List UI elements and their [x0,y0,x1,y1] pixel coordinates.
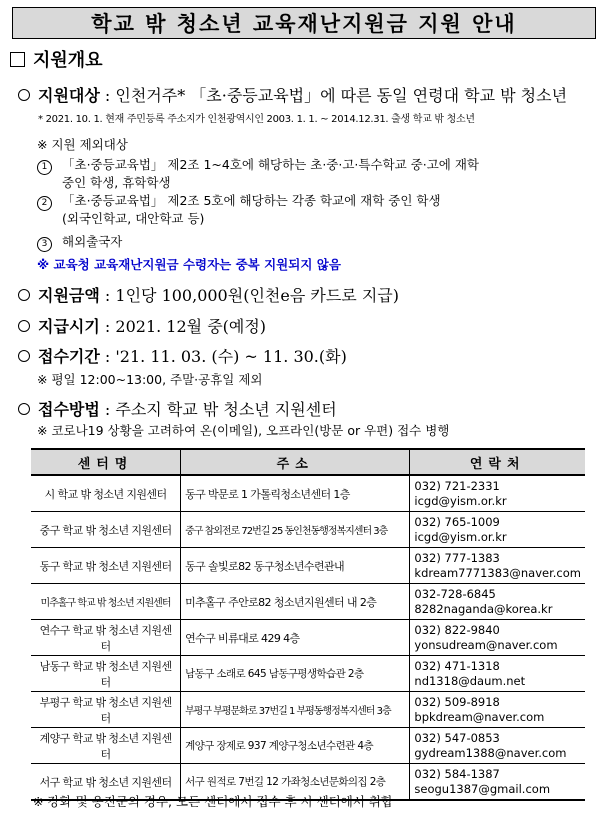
center-contact [410,584,585,620]
exclusion-item [37,232,122,252]
target-label: 지원대상 [38,86,100,105]
method-note: ※ 코로나19 상황을 고려하여 온(이메일), 오프라인(방문 or 우편) 접수 병행 [37,423,450,438]
center-name: 시 학교 밖 청소년 지원센터 [31,475,181,512]
center-contact [410,728,585,764]
center-address: 중구 참외전로 72번길 25 동인천동행정복지센터 3층 [181,512,410,548]
method-text: : 주소지 학교 밖 청소년 지원센터 [104,400,337,419]
section-title: 지원개요 [33,50,103,71]
period-text: : '21. 11. 03. (수) ~ 11. 30.(화) [104,347,347,366]
center-address: 동구 박문로 1 가톨릭청소년센터 1층 [181,475,410,512]
table-header-row [31,449,585,475]
circle-bullet-icon [18,89,30,101]
center-address: 남동구 소래로 645 남동구평생학습관 2층 [181,656,410,692]
circle-bullet-icon [18,320,30,332]
center-name: 남동구 학교 밖 청소년 지원센터 [31,656,181,692]
center-phone: 032) 509-8918 [414,694,500,709]
table-row [31,728,585,764]
center-phone: 032) 777-1383 [414,550,500,565]
table-row [31,656,585,692]
center-email[interactable]: 8282naganda@korea.kr [414,601,553,616]
timing-text: : 2021. 12월 중(예정) [104,317,267,336]
table-row [31,512,585,548]
table-row [31,692,585,728]
table-row [31,620,585,656]
number-3-icon: 3 [37,237,52,252]
center-phone: 032) 471-1318 [414,658,500,673]
square-bullet-icon [10,52,25,67]
column-header-address: 주소 [181,449,410,475]
exclusion-text: 「초·중등교육법」 제2조 5호에 해당하는 각종 학교에 재학 중인 학생 [62,193,441,208]
timing-item [18,314,266,337]
amount-item [18,283,399,306]
circle-bullet-icon [18,289,30,301]
method-label: 접수방법 [38,400,100,419]
exclusion-item [37,155,479,175]
center-email[interactable]: seogu1387@gmail.com [414,781,551,796]
exclusion-title: ※ 지원 제외대상 [37,137,128,152]
center-contact [410,512,585,548]
number-2-icon: 2 [37,196,52,211]
duplicate-warning: ※ 교육청 교육재난지원금 수령자는 중복 지원되지 않음 [37,257,341,272]
amount-label: 지원금액 [38,286,100,305]
center-address: 연수구 비류대로 429 4층 [181,620,410,656]
target-footnote: * 2021. 10. 1. 현재 주민등록 주소지가 인천광역시인 2003. 1. 1. ~ 2014.12.31. 출생 학교 밖 청소년 [38,114,475,125]
center-table [31,448,585,801]
center-contact [410,764,585,801]
target-text: : 인천거주* 「초·중등교육법」에 따른 동일 연령대 학교 밖 청소년 [104,86,568,105]
page-title: 학교 밖 청소년 교육재난지원금 지원 안내 [12,7,596,39]
exclusion-text-cont: 중인 학생, 휴학학생 [62,175,171,190]
center-phone: 032) 822-9840 [414,622,500,637]
table-row [31,548,585,584]
center-phone: 032) 547-0853 [414,730,500,745]
center-name: 중구 학교 밖 청소년 지원센터 [31,512,181,548]
period-item [18,344,347,367]
table-row [31,584,585,620]
center-name: 연수구 학교 밖 청소년 지원센터 [31,620,181,656]
target-item [18,83,567,106]
number-1-icon: 1 [37,160,52,175]
center-email[interactable]: bpkdream@naver.com [414,709,545,724]
exclusion-text: 「초·중등교육법」 제2조 1~4호에 해당하는 초·중·고·특수학교 중·고에 재학 [62,157,479,172]
center-email[interactable]: icgd@yism.or.kr [414,529,507,544]
center-address: 부평구 부평문화로 37번길 1 부평동행정복지센터 3층 [181,692,410,728]
center-phone: 032) 584-1387 [414,766,500,781]
circle-bullet-icon [18,350,30,362]
center-contact [410,548,585,584]
center-email[interactable]: nd1318@daum.net [414,673,526,688]
center-phone: 032-728-6845 [414,586,496,601]
period-note: ※ 평일 12:00~13:00, 주말·공휴일 제외 [37,372,263,387]
method-item [18,397,337,420]
center-address: 계양구 장제로 937 계양구청소년수련관 4층 [181,728,410,764]
period-label: 접수기간 [38,347,100,366]
center-name: 부평구 학교 밖 청소년 지원센터 [31,692,181,728]
exclusion-text-cont: (외국인학교, 대안학교 등) [62,211,205,226]
exclusion-text: 해외출국자 [62,234,123,249]
center-phone: 032) 721-2331 [414,478,500,493]
table-row [31,475,585,512]
amount-text: : 1인당 100,000원(인천e음 카드로 지급) [104,286,399,305]
column-header-contact: 연락처 [410,449,585,475]
center-contact [410,692,585,728]
section-heading [10,46,103,72]
center-name: 계양구 학교 밖 청소년 지원센터 [31,728,181,764]
center-email[interactable]: gydream1388@naver.com [414,745,567,760]
center-email[interactable]: yonsudream@naver.com [414,637,558,652]
center-name: 서구 학교 밖 청소년 지원센터 [31,764,181,801]
timing-label: 지급시기 [38,317,100,336]
center-contact [410,620,585,656]
center-name: 동구 학교 밖 청소년 지원센터 [31,548,181,584]
center-name: 미추홀구 학교 밖 청소년 지원센터 [31,584,181,620]
center-email[interactable]: kdream7771383@naver.com [414,565,581,580]
center-address: 서구 원적로 7번길 12 가좌청소년문화의집 2층 [181,764,410,801]
center-phone: 032) 765-1009 [414,514,500,529]
center-contact [410,475,585,512]
column-header-name: 센터명 [31,449,181,475]
center-contact [410,656,585,692]
center-email[interactable]: icgd@yism.or.kr [414,493,507,508]
exclusion-item [37,191,441,211]
center-address: 동구 솔빛로82 동구청소년수련관내 [181,548,410,584]
circle-bullet-icon [18,403,30,415]
center-address: 미추홀구 주안로82 청소년지원센터 내 2층 [181,584,410,620]
footer-note: ※ 강화 및 옹진군의 경우, 모든 센터에서 접수 후 시 센터에서 취합 [33,794,394,809]
